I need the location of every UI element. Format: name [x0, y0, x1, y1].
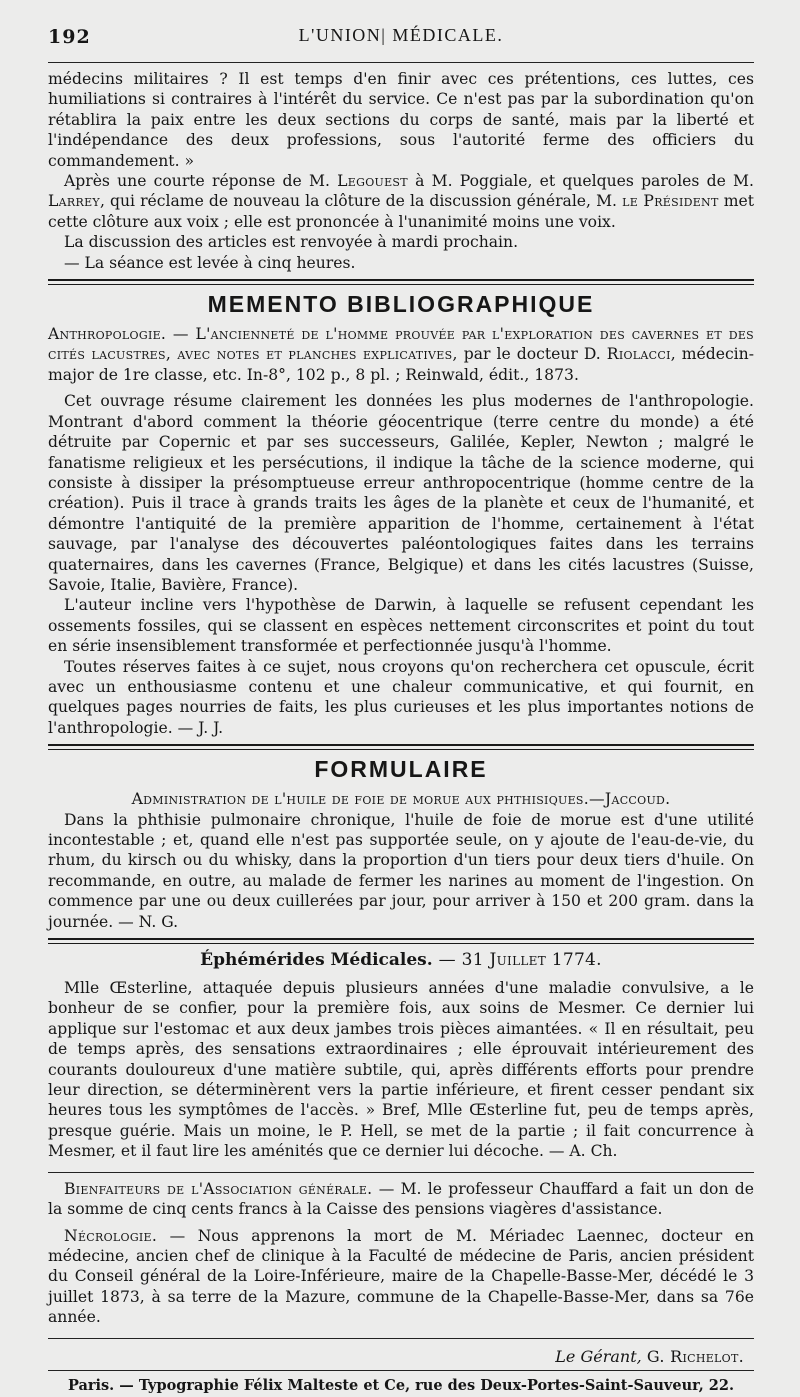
continuation-paragraph: médecins militaires ? Il est temps d'en finir avec ces prétentions, ces luttes, ces humiliations si contraires à l'intérêt du service. Ce n'est pas par la subordination qu'on rétablira la paix entre les deux sections du corps de santé, mais par la liberté et l'indépendance des deux professions, sous l'autorité ferme des officiers du commandement. »	[48, 70, 754, 170]
section-divider	[48, 938, 754, 944]
session-report-continuation	[48, 69, 754, 273]
notices-section	[48, 1179, 754, 1328]
continuation-paragraph: La discussion des articles est renvoyée à mardi prochain.	[64, 233, 519, 252]
text-run: à M. Poggiale, et quelques paroles de M.	[415, 172, 754, 191]
notice-label: Bienfaiteurs de l'Association générale.	[64, 1179, 373, 1198]
gerant-name: G. Richelot.	[646, 1346, 744, 1366]
review-paragraph: L'auteur incline vers l'hypothèse de Darwin, à laquelle se refusent cependant les ossements fossiles, qui se classent en espèces nettement circonscrites et point du tout en série insensiblement transformée et perfectionnée jusqu'à l'homme.	[48, 596, 754, 656]
section-divider	[48, 744, 754, 750]
review-paragraph: Cet ouvrage résume clairement les données les plus modernes de l'anthropologie. Montrant d'abord comment la théorie géocentrique (terre centre du monde) a été détruite par Copernic et par ses successeurs, Galilée, Kepler, Newton ; malgré le fanatisme religieux et les persécutions, il indique la tâche de la science moderne, qui consiste à dissiper la présomptueuse erreur anthropocentrique (homme centre de la création). Puis il trace à grands traits les âges de la planète et ceux de l'humanité, et démontre l'antiquité de la première apparition de l'homme, certainement à l'état sauvage, par l'analyse des découvertes paléontologiques faites dans les terrains quaternaires, dans les cavernes (France, Belgique) et dans les cités lacustres (Suisse, Savoie, Italie, Bavière, France).	[48, 392, 754, 594]
memento-heading: MEMENTO BIBLIOGRAPHIQUE	[207, 291, 595, 318]
page-number: 192	[48, 26, 91, 48]
running-head	[48, 18, 754, 52]
person-name: Larrey	[48, 192, 100, 211]
person-title: le Président	[622, 192, 719, 211]
ephemerides-section	[48, 978, 754, 1162]
footer-rule	[48, 1338, 754, 1339]
ephemerides-heading	[48, 950, 754, 970]
entry-title: Anthropologie. — L'ancienneté de l'homme prouvée par l'exploration des cavernes et des cités lacustres, avec notes et planches explicatives,	[48, 325, 755, 364]
bienfaiteurs-notice	[48, 1179, 754, 1220]
gerant-signature	[48, 1347, 744, 1366]
review-paragraph: Toutes réserves faites à ce sujet, nous croyons qu'on recherchera cet opuscule, écrit avec un enthousiasme contenu et une chaleur communicative, et qui fournit, en quelques pages nourries de faits, les plus curieuses et les plus importantes notions de l'anthropologie. — J. J.	[48, 657, 754, 737]
text-run: par le docteur D.	[463, 345, 601, 364]
ephemerides-paragraph: Mlle Œsterline, attaquée depuis plusieurs années d'une maladie convulsive, a le bonheur de se confier, pour la première fois, aux soins de Mesmer. Ce dernier lui applique sur l'estomac et aux deux jambes trois pièces aimantées. « Il en résultait, peu de temps après, des sensations extraordinaires ; elle éprouvait intérieurement des courants douloureux d'une matière subtile, qui, après différents efforts pour prendre leur direction, se déterminèrent vers la partie inférieure, et firent cesser pendant six heures tous les symptômes de l'accès. » Bref, Mlle Œsterline fut, peu de temps après, presque guérie. Mais un moine, le P. Hell, se met de la partie ; il fait concurrence à Mesmer, et il faut lire les aménités que ce dernier lui décoche. — A. Ch.	[48, 979, 754, 1161]
text-run: , médecin-major de 1re classe, etc. In-8°, 102 p., 8 pl. ; Reinwald, édit., 1873.	[48, 345, 754, 384]
printer-imprint: Paris. — Typographie Félix Malteste et Ce, rue des Deux-Portes-Saint-Sauveur, 22.	[67, 1376, 735, 1394]
formulaire-heading: FORMULAIRE	[314, 756, 488, 783]
formula-title-text: Administration de l'huile de foie de morue aux phthisiques.	[131, 790, 590, 809]
formulaire-section	[48, 789, 754, 932]
continuation-paragraph: — La séance est levée à cinq heures.	[64, 253, 356, 272]
imprint-rule	[48, 1370, 754, 1371]
formula-title	[48, 789, 754, 809]
ephemerides-title: Éphémérides Médicales.	[200, 950, 433, 971]
necrologie-notice	[48, 1226, 754, 1328]
memento-section	[48, 324, 754, 738]
person-name: Legouest	[337, 172, 408, 191]
header-rule	[48, 62, 754, 63]
formula-paragraph: Dans la phthisie pulmonaire chronique, l'huile de foie de morue est d'une utilité incontestable ; et, quand elle n'est pas supportée seule, on y ajoute de l'eau-de-vie, du rhum, du kirsch ou du whisky, dans la proportion d'un tiers pour deux tiers d'huile. On recommande, en outre, au malade de fermer les narines au moment de l'ingestion. On commence par une ou deux cuillerées par jour, pour arriver à 150 et 200 gram. dans la journée. — N. G.	[48, 810, 754, 931]
notice-text: — Nous apprenons la mort de M. Mériadec Laennec, docteur en médecine, ancien chef de clinique à la Faculté de médecine de Paris, ancien président du Conseil général de la Loire-Inférieure, maire de la Chapelle-Basse-Mer, décédé le 3 juillet 1873, à sa terre de la Mazure, commune de la Chapelle-Basse-Mer, dans sa 76e année.	[48, 1226, 754, 1327]
text-run: Après une courte réponse de M.	[64, 172, 330, 191]
text-run: , qui réclame de nouveau la clôture de la discussion générale, M.	[99, 192, 617, 211]
author-name: Riolacci	[606, 345, 671, 364]
ephemerides-date: — 31 Juillet 1774.	[438, 950, 602, 971]
bibliographic-entry	[48, 324, 754, 385]
continuation-paragraph	[48, 171, 754, 232]
notice-label: Nécrologie.	[64, 1226, 158, 1245]
text-run: met cette clôture aux voix ; elle est prononcée à l'unanimité moins une voix.	[48, 192, 754, 231]
formula-author: —Jaccoud.	[589, 790, 671, 809]
notice-text: — M. le professeur Chauffard a fait un don de la somme de cinq cents francs à la Caisse des pensions viagères d'assistance.	[48, 1179, 754, 1219]
journal-title: L'UNION| MÉDICALE.	[298, 25, 504, 45]
section-divider	[48, 1172, 754, 1173]
gerant-label: Le Gérant,	[555, 1346, 642, 1366]
section-divider	[48, 279, 754, 285]
